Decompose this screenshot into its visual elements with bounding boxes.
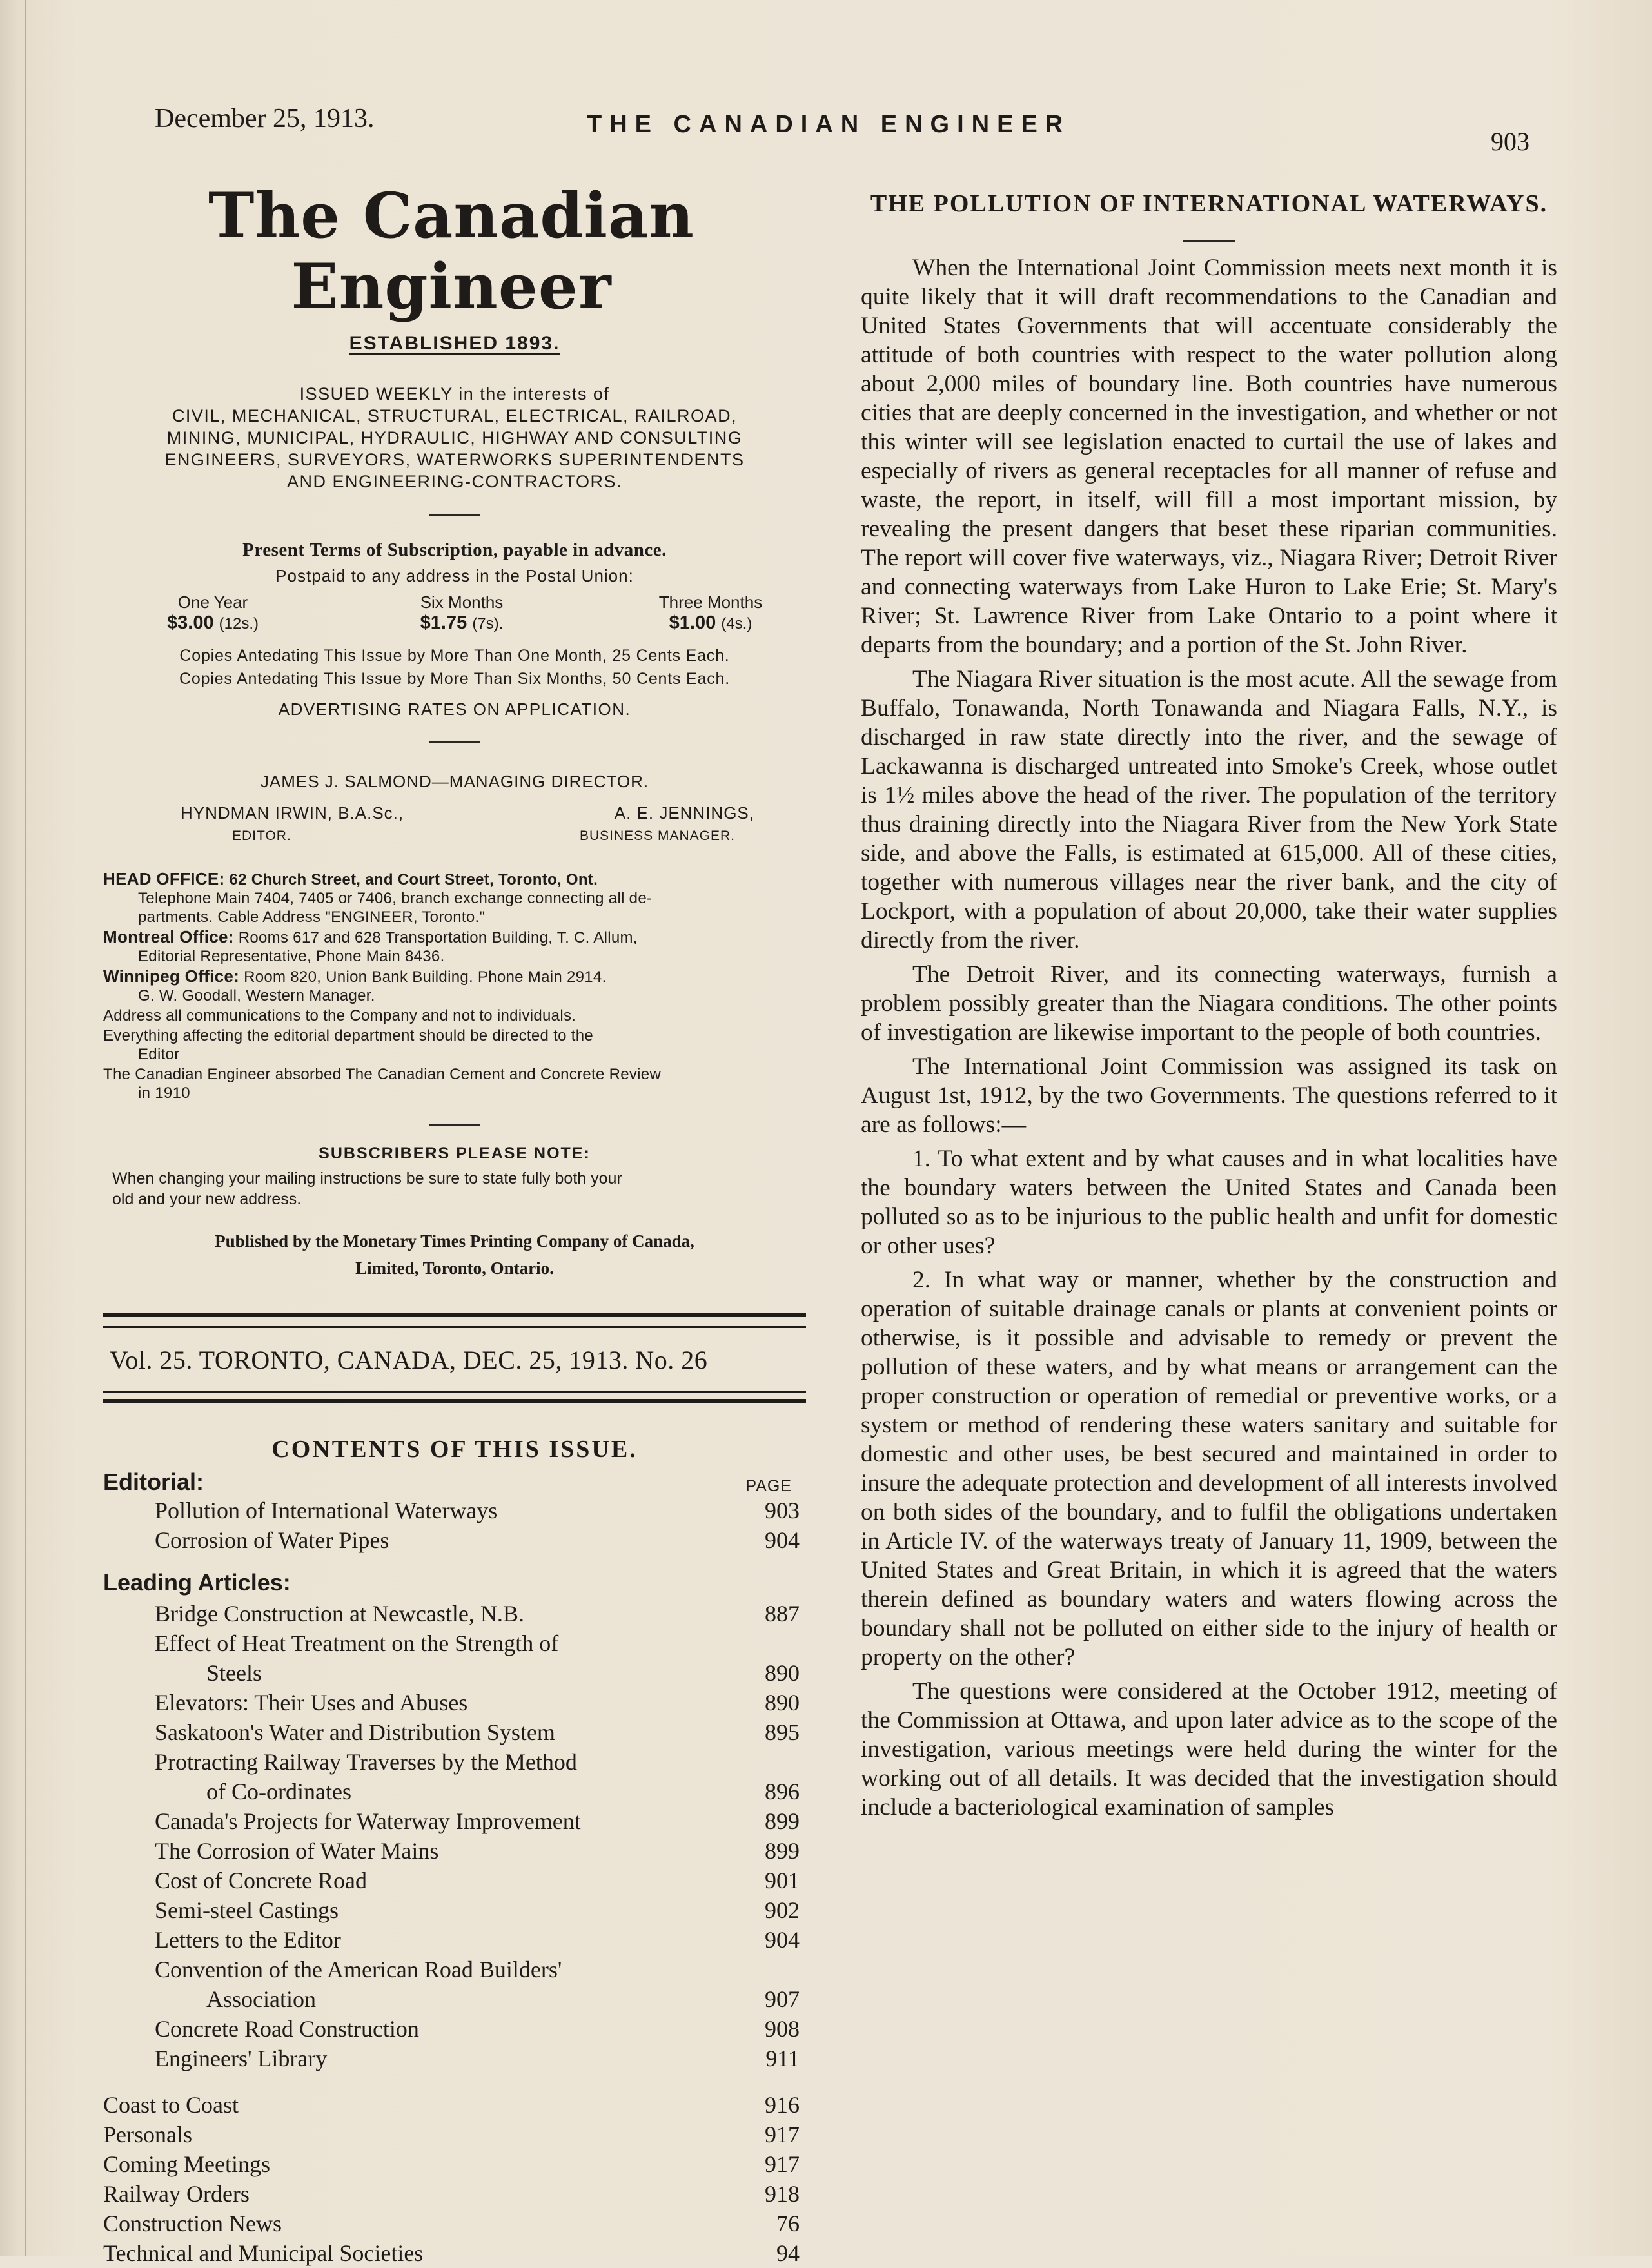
- editorial-section-head: [103, 1469, 806, 1496]
- toc-entry: [103, 2090, 806, 2120]
- toc-entry-title: Elevators: Their Uses and Abuses: [155, 1690, 468, 1716]
- article-paragraph: When the International Joint Commission meets next month it is quite likely that it will draft recommendations to the Canadian and United States Governments that will accentuate considerably the attitude of both countries with respect to the water pollution along about 2,000 miles of boundary line. Both countries have numerous cities that are deeply concerned in the investigation, and whether or not this winter will see legislation enacted to curtail the use of lakes and especially of rivers as general receptacles for all manner of refuse and waste, the report, in itself, will fill a most important mission, by revealing the present dangers that beset these riparian communities. The report will cover five waterways, viz., Niagara River; Detroit River and connecting waterways from Lake Huron to Lake Erie; St. Mary's River; St. Lawrence River from Lake Ontario to a point where it departs from the boundary; and a portion of the St. John River.: [861, 255, 1557, 658]
- head-office-address: 62 Church Street, and Court Street, Toronto, Ont.: [229, 871, 598, 888]
- toc-entry-page: 896: [765, 1779, 800, 1804]
- toc-entry: [103, 1895, 806, 1925]
- page-column-label: PAGE: [745, 1477, 792, 1495]
- page-number: 903: [1491, 127, 1529, 156]
- toc-entry: [103, 2209, 806, 2238]
- toc-entry-page: 904: [765, 1527, 800, 1553]
- publisher-credit: [103, 1227, 806, 1282]
- montreal-office-address: Rooms 617 and 628 Transportation Building, T. C. Allum,: [238, 929, 638, 946]
- price-amount: $3.00 (12s.): [167, 612, 259, 633]
- subscribers-note-line: old and your new address.: [112, 1190, 302, 1208]
- toc-entry-title: Engineers' Library: [155, 2046, 328, 2071]
- toc-entry-title: Coming Meetings: [103, 2151, 270, 2177]
- toc-entry: [103, 2238, 806, 2268]
- toc-entry: [103, 1925, 806, 1955]
- departments-list: [103, 2090, 806, 2268]
- price-three-months: [633, 592, 788, 634]
- article-paragraph: The questions were considered at the October 1912, meeting of the Commission at Ottawa, and upon later advice as to the scope of the investigation, various meetings were held during the winter for the working out of all details. It was decided that the investigation should include a bacteriological examination of samples: [861, 1678, 1557, 1821]
- toc-entry-page: 94: [776, 2240, 800, 2266]
- toc-entry: [103, 1866, 806, 1895]
- back-copies-note: [103, 644, 806, 690]
- divider: [429, 741, 480, 743]
- head-office-label: HEAD OFFICE:: [103, 869, 225, 888]
- toc-entry-page: 902: [765, 1897, 800, 1923]
- subscribers-note-line: When changing your mailing instructions be sure to state fully both your: [112, 1169, 622, 1188]
- left-column: [103, 181, 806, 2268]
- toc-entry-title: Saskatoon's Water and Distribution System: [155, 1719, 555, 1745]
- price-amount: $1.00 (4s.): [669, 612, 752, 633]
- issued-line: ISSUED WEEKLY in the interests of: [299, 384, 610, 404]
- toc-entry: [103, 1836, 806, 1866]
- montreal-office-label: Montreal Office:: [103, 927, 234, 946]
- toc-entry-page: 899: [765, 1808, 800, 1834]
- toc-entry: [103, 1717, 806, 1747]
- postpaid-note: Postpaid to any address in the Postal Union:: [275, 566, 634, 585]
- toc-entry: [103, 1688, 806, 1717]
- contents-title: CONTENTS OF THIS ISSUE.: [271, 1436, 638, 1463]
- article-body: [861, 253, 1557, 1822]
- issued-line: ENGINEERS, SURVEYORS, WATERWORKS SUPERINTENDENTS: [164, 450, 745, 469]
- toc-entry: [103, 1955, 806, 2014]
- binding-gutter: [25, 0, 26, 2256]
- article-paragraph: 2. In what way or manner, whether by the construction and operation of suitable drainage canals or plants at convenient points or otherwise, is it possible and advisable to remedy or prevent the pollution of these waters, and by what means or arrangement can the proper construction or operation of remedial or preventive works, or a system or method of rendering these waters sanitary and suitable for domestic and other uses, be best secured and maintained in order to insure the adequate protection and development of all interests involved on both sides of the boundary, and to fulfil the obligations undertaken in Article IV. of the waterways treaty of January 11, 1909, between the United States and Great Britain, in which it is agreed that the waters therein defined as boundary waters and waters flowing across the boundary shall not be polluted on either side to the injury of health or property on the other?: [861, 1267, 1557, 1670]
- toc-entry: [103, 2120, 806, 2149]
- double-rule: [103, 1313, 806, 1328]
- editorial-note-cont: Editor: [138, 1046, 180, 1063]
- subscribers-note-title: SUBSCRIBERS PLEASE NOTE:: [319, 1144, 591, 1162]
- montreal-office-detail: Editorial Representative, Phone Main 8436.: [138, 948, 445, 965]
- toc-entry: [103, 1496, 806, 1525]
- office-addresses: [103, 870, 806, 1102]
- toc-entry-title: Convention of the American Road Builders' Association: [155, 1957, 562, 2012]
- toc-entry-title: Bridge Construction at Newcastle, N.B.: [155, 1601, 524, 1627]
- copies-line: Copies Antedating This Issue by More Than Six Months, 50 Cents Each.: [179, 670, 730, 688]
- issued-statement: [103, 383, 806, 493]
- price-six-months: [384, 592, 539, 634]
- established-line: ESTABLISHED 1893.: [349, 333, 560, 354]
- winnipeg-office-address: Room 820, Union Bank Building. Phone Main 2914.: [244, 968, 607, 986]
- toc-entry: [103, 2014, 806, 2044]
- toc-entry: [103, 2044, 806, 2073]
- issued-line: CIVIL, MECHANICAL, STRUCTURAL, ELECTRICAL, RAILROAD,: [172, 406, 738, 425]
- address-note: Address all communications to the Company and not to individuals.: [103, 1007, 576, 1024]
- article-paragraph: 1. To what extent and by what causes and in what localities have the boundary waters between the United States and Canada been polluted so as to be injurious to the public health and unfit for domestic or other uses?: [861, 1146, 1557, 1259]
- subscription-prices: [103, 592, 806, 634]
- copies-line: Copies Antedating This Issue by More Than One Month, 25 Cents Each.: [179, 647, 730, 665]
- leading-section-head: [103, 1569, 806, 1596]
- toc-entry: [103, 1806, 806, 1836]
- toc-entry: [103, 1628, 806, 1688]
- divider: [1183, 240, 1235, 242]
- double-rule: [103, 1391, 806, 1403]
- head-office-detail: Telephone Main 7404, 7405 or 7406, branch exchange connecting all de-: [138, 890, 653, 907]
- toc-entry-page: 890: [765, 1690, 800, 1716]
- editorial-list: [103, 1496, 806, 1555]
- toc-entry-page: 917: [765, 2151, 800, 2177]
- toc-entry-title: Letters to the Editor: [155, 1927, 341, 1953]
- toc-entry-title: Semi-steel Castings: [155, 1897, 339, 1923]
- editor-name: HYNDMAN IRWIN, B.A.Sc.,: [181, 803, 404, 823]
- toc-entry-page: 903: [765, 1498, 800, 1523]
- subscription-title: Present Terms of Subscription, payable in advance.: [242, 540, 667, 560]
- toc-entry-page: 911: [765, 2046, 800, 2071]
- running-head-title: THE CANADIAN ENGINEER: [587, 111, 1071, 138]
- leading-articles-label: Leading Articles:: [103, 1569, 291, 1596]
- divider: [429, 514, 480, 516]
- issued-line: MINING, MUNICIPAL, HYDRAULIC, HIGHWAY AND CONSULTING: [166, 428, 743, 447]
- toc-entry-page: 918: [765, 2181, 800, 2207]
- winnipeg-office-label: Winnipeg Office:: [103, 966, 240, 986]
- toc-entry-page: 916: [765, 2092, 800, 2118]
- spacer: [103, 2073, 806, 2090]
- toc-entry-title: Coast to Coast: [103, 2092, 239, 2118]
- toc-entry: [103, 2179, 806, 2209]
- price-amount: $1.75 (7s).: [420, 612, 504, 633]
- toc-entry: [103, 1599, 806, 1628]
- volume-line: Vol. 25. TORONTO, CANADA, DEC. 25, 1913. No. 26: [110, 1345, 708, 1374]
- absorbed-note: The Canadian Engineer absorbed The Canadian Cement and Concrete Review: [103, 1066, 662, 1083]
- staff-names: [103, 803, 806, 823]
- toc-entry-page: 907: [765, 1986, 800, 2012]
- article-title: THE POLLUTION OF INTERNATIONAL WATERWAYS.: [870, 190, 1548, 217]
- toc-entry-page: 908: [765, 2016, 800, 2042]
- toc-entry-title: Pollution of International Waterways: [155, 1498, 498, 1523]
- toc-entry-page: 890: [765, 1660, 800, 1686]
- article-paragraph: The Detroit River, and its connecting waterways, furnish a problem possibly greater than the Niagara conditions. The other points of investigation are likewise important to the people of both countries.: [861, 961, 1557, 1046]
- price-period: Six Months: [420, 592, 504, 612]
- toc-entry-title: Technical and Municipal Societies: [103, 2240, 424, 2266]
- toc-entry-title: Corrosion of Water Pipes: [155, 1527, 389, 1553]
- price-period: One Year: [177, 592, 248, 612]
- publisher-line: Published by the Monetary Times Printing Company of Canada,: [215, 1231, 694, 1251]
- absorbed-note-cont: in 1910: [138, 1084, 190, 1102]
- managing-director: JAMES J. SALMOND—MANAGING DIRECTOR.: [260, 772, 649, 791]
- toc-entry-page: 917: [765, 2122, 800, 2147]
- right-column: [861, 187, 1557, 1822]
- masthead-title: The Canadian Engineer: [208, 179, 694, 323]
- toc-entry-page: 887: [765, 1601, 800, 1627]
- editorial-note: Everything affecting the editorial department should be directed to the: [103, 1027, 593, 1044]
- toc-entry-title: Cost of Concrete Road: [155, 1868, 367, 1893]
- toc-entry-title: Railway Orders: [103, 2181, 250, 2207]
- toc-entry-page: 904: [765, 1927, 800, 1953]
- price-period: Three Months: [658, 592, 763, 612]
- toc-entry-title: Effect of Heat Treatment on the Strength of Steels: [155, 1630, 559, 1686]
- toc-entry-title: Protracting Railway Traverses by the Method of Co-ordinates: [155, 1749, 577, 1804]
- toc-entry: [103, 2149, 806, 2179]
- article-paragraph: The Niagara River situation is the most acute. All the sewage from Buffalo, Tonawanda, North Tonawanda and Niagara Falls, N.Y., is discharged in raw state directly into the river, and the sewage of Lackawanna is discharged untreated into Smoke's Creek, whose outlet is 1½ miles above the head of the river. The population of the territory thus draining directly into the Niagara River from the New York State side, and above the Falls, is estimated at 615,000. All of these cities, together with numerous villages near the river bank, and the city of Lockport, with a population of about 20,000, take their water supplies directly from the river.: [861, 666, 1557, 953]
- manager-title: BUSINESS MANAGER.: [579, 828, 735, 843]
- toc-entry-title: Concrete Road Construction: [155, 2016, 419, 2042]
- price-one-year: [135, 592, 290, 634]
- publisher-line: Limited, Toronto, Ontario.: [355, 1258, 554, 1278]
- toc-entry-page: 901: [765, 1868, 800, 1893]
- editor-title: EDITOR.: [232, 828, 291, 843]
- manager-name: A. E. JENNINGS,: [614, 803, 754, 823]
- article-paragraph: The International Joint Commission was assigned its task on August 1st, 1912, by the two Governments. The questions referred to it are as follows:—: [861, 1053, 1557, 1138]
- winnipeg-office-detail: G. W. Goodall, Western Manager.: [138, 987, 375, 1004]
- toc-entry-page: 895: [765, 1719, 800, 1745]
- toc-entry-page: 76: [776, 2211, 800, 2236]
- subscribers-note: [103, 1168, 806, 1209]
- editorial-label: Editorial:: [103, 1469, 204, 1495]
- toc-entry-title: Personals: [103, 2122, 192, 2147]
- divider: [429, 1124, 480, 1126]
- toc-entry-page: 899: [765, 1838, 800, 1864]
- head-office-detail: partments. Cable Address "ENGINEER, Toronto.": [138, 908, 486, 926]
- toc-entry: [103, 1525, 806, 1555]
- toc-entry: [103, 1747, 806, 1806]
- toc-entry-title: The Corrosion of Water Mains: [155, 1838, 439, 1864]
- advertising-note: ADVERTISING RATES ON APPLICATION.: [278, 699, 631, 719]
- running-head-date: December 25, 1913.: [155, 104, 375, 133]
- toc-entry-title: Construction News: [103, 2211, 282, 2236]
- leading-list: [103, 1599, 806, 2073]
- toc-entry-title: Canada's Projects for Waterway Improvement: [155, 1808, 581, 1834]
- staff-titles: [103, 828, 806, 844]
- issued-line: AND ENGINEERING-CONTRACTORS.: [286, 472, 623, 491]
